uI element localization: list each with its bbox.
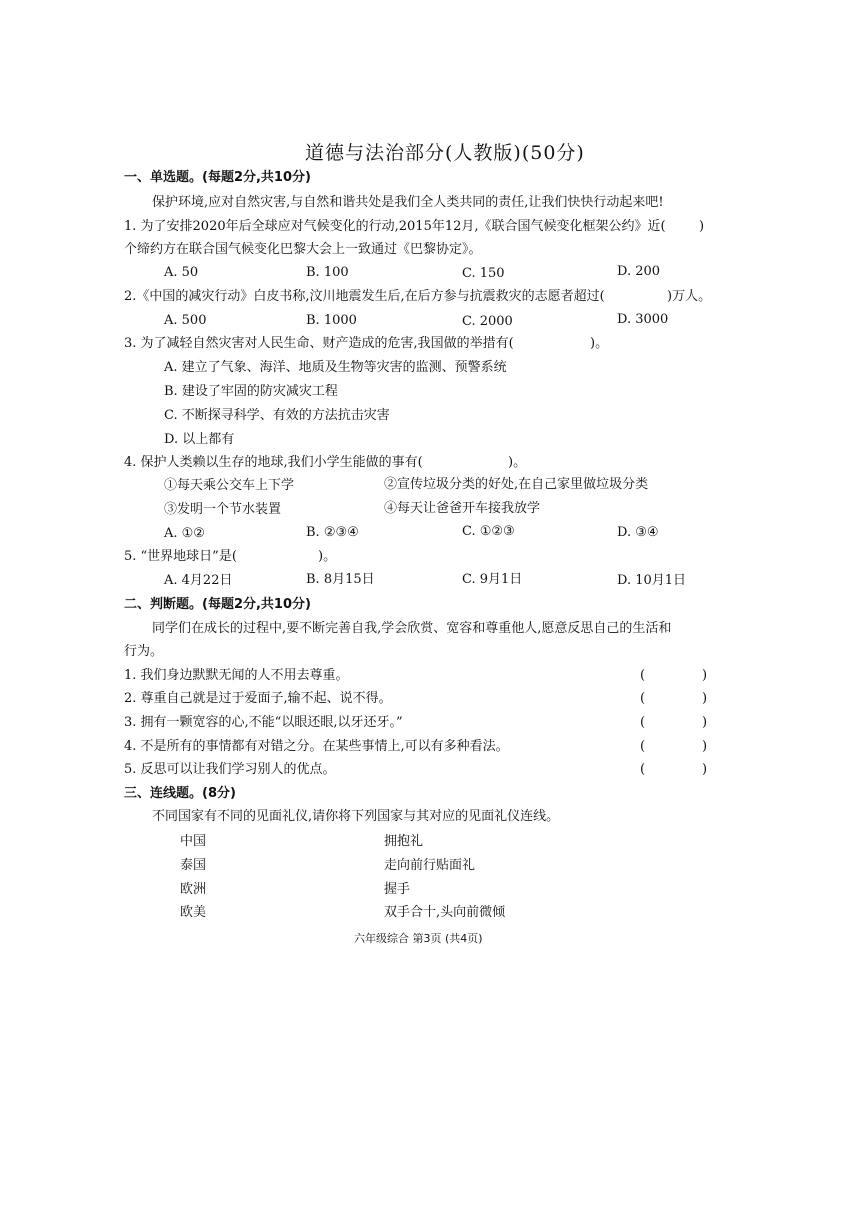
q2-option-b: B. 1000 [306,313,357,328]
q2-option-c: C. 2000 [462,314,513,329]
q3-option-c: C. 不断探寻科学、有效的方法抗击灾害 [164,408,390,423]
q1-option-a: A. 50 [164,265,199,280]
section2-intro-line1: 同学们在成长的过程中,要不断完善自我,学会欣赏、宽容和尊重他人,愿意反思自己的生活和 [152,621,672,636]
match-left-item: 欧美 [180,905,207,920]
match-left-item: 欧洲 [180,882,207,897]
q2-option-d: D. 3000 [617,312,669,327]
section2-intro-line2: 行为。 [124,644,164,659]
match-right-item: 双手合十,头向前微倾 [384,905,506,920]
judge-paren-close: ) [702,762,708,777]
q1-option-d: D. 200 [617,264,661,279]
q2-option-a: A. 500 [164,313,207,328]
section1-intro: 保护环境,应对自然灾害,与自然和谐共处是我们全人类共同的责任,让我们快快行动起来吧! [152,195,664,210]
q4-paren-close: )。 [508,455,527,470]
match-left-item: 泰国 [180,858,207,873]
judge-paren-close: ) [702,739,708,754]
judge-item-1: 1. 我们身边默默无闻的人不用去尊重。 [124,668,349,683]
section3-intro: 不同国家有不同的见面礼仪,请你将下列国家与其对应的见面礼仪连线。 [152,809,560,824]
match-right-item: 握手 [384,882,411,897]
q4-stem: 4. 保护人类赖以生存的地球,我们小学生能做的事有( [124,455,423,470]
judge-paren-open: ( [640,739,646,754]
section1-heading: 一、单选题。(每题2分,共10分) [124,170,311,185]
q3-stem: 3. 为了减轻自然灾害对人民生命、财产造成的危害,我国做的举措有( [124,336,514,351]
judge-item-4: 4. 不是所有的事情都有对错之分。在某些事情上,可以有多种看法。 [124,739,509,754]
q4-option-a: A. ①② [164,526,205,541]
q4-option-d: D. ③④ [617,525,659,540]
q4-item-4: ④每天让爸爸开车接我放学 [384,501,541,516]
q1-stem-line1: 1. 为了安排2020年后全球应对气候变化的行动,2015年12月,《联合国气候变化框架公约》近( [124,219,666,234]
q4-item-3: ③发明一个节水装置 [164,502,282,517]
section2-heading: 二、判断题。(每题2分,共10分) [124,597,311,612]
judge-paren-open: ( [640,762,646,777]
match-right-item: 走向前行贴面礼 [384,858,476,873]
q3-option-d: D. 以上都有 [164,432,235,447]
q4-option-c: C. ①②③ [462,524,515,539]
q5-option-b: B. 8月15日 [306,572,375,587]
judge-item-3: 3. 拥有一颗宽容的心,不能“以眼还眼,以牙还牙。” [124,715,403,730]
q5-option-d: D. 10月1日 [617,573,687,588]
q2-stem: 2.《中国的减灾行动》白皮书称,汶川地震发生后,在后方参与抗震救灾的志愿者超过( [124,289,605,304]
judge-paren-close: ) [702,715,708,730]
q1-option-c: C. 150 [462,266,505,281]
match-right-item: 拥抱礼 [384,834,424,849]
judge-paren-close: ) [702,668,708,683]
page-footer: 六年级综合 第3页 (共4页) [354,932,483,945]
q1-paren-close: ) [699,219,705,234]
q4-item-2: ②宣传垃圾分类的好处,在自己家里做垃圾分类 [384,477,649,492]
q2-paren-close: )万人。 [667,289,712,304]
judge-paren-close: ) [702,691,708,706]
section3-heading: 三、连线题。(8分) [124,786,236,801]
judge-paren-open: ( [640,715,646,730]
q4-item-1: ①每天乘公交车上下学 [164,478,295,493]
judge-item-5: 5. 反思可以让我们学习别人的优点。 [124,762,336,777]
q5-paren-close: )。 [318,549,337,564]
q3-option-a: A. 建立了气象、海洋、地质及生物等灾害的监测、预警系统 [164,360,507,375]
q3-paren-close: )。 [590,336,609,351]
q5-stem: 5. “世界地球日”是( [124,549,237,564]
q3-option-b: B. 建设了牢固的防灾减灾工程 [164,384,338,399]
q5-option-a: A. 4月22日 [164,573,233,588]
page-title: 道德与法治部分(人教版)(50分) [305,142,585,164]
q4-option-b: B. ②③④ [306,525,359,540]
judge-paren-open: ( [640,668,646,683]
q1-option-b: B. 100 [306,265,349,280]
judge-paren-open: ( [640,691,646,706]
q5-option-c: C. 9月1日 [462,572,523,587]
judge-item-2: 2. 尊重自己就是过于爱面子,输不起、说不得。 [124,691,392,706]
q1-stem-line2: 个缔约方在联合国气候变化巴黎大会上一致通过《巴黎协定》。 [124,242,482,257]
match-left-item: 中国 [180,834,207,849]
